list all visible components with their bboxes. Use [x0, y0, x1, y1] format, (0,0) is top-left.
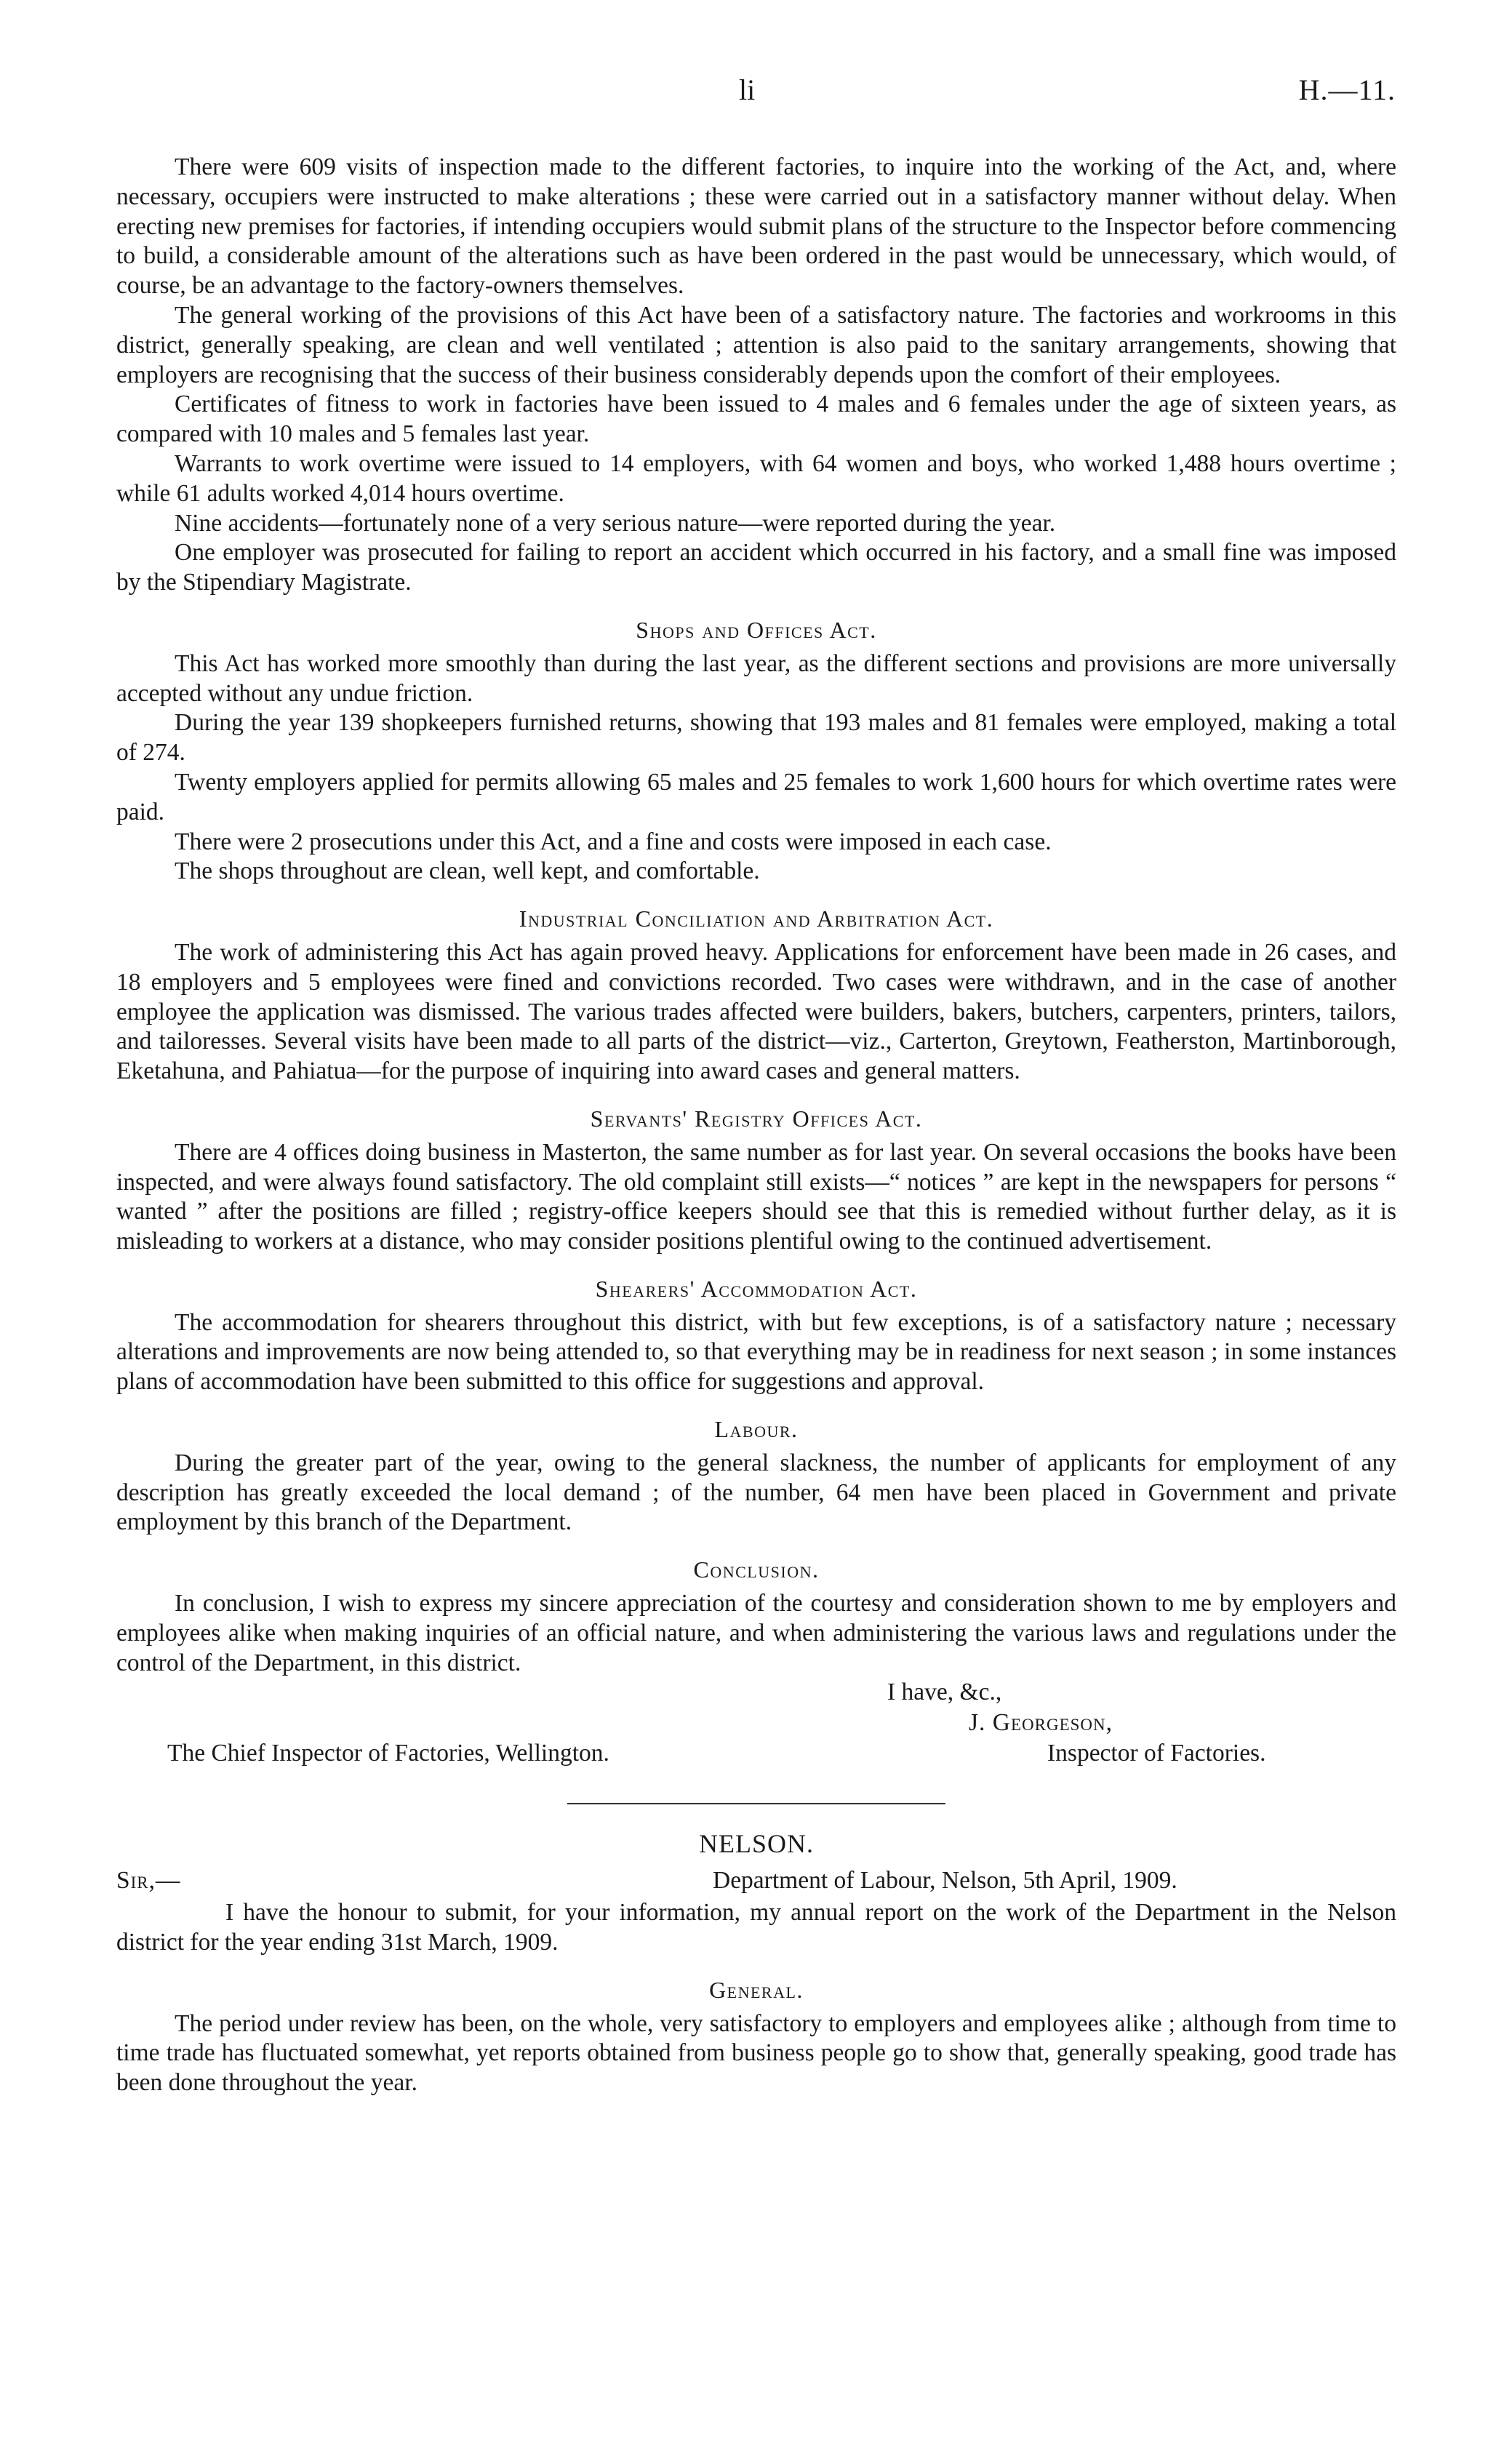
- paragraph: Certificates of fitness to work in factories have been issued to 4 males and 6 females under the age of sixteen years, as compared with 10 males and 5 females last year.: [116, 391, 1396, 448]
- shearers-section: [116, 1274, 1396, 1397]
- paragraph: The shops throughout are clean, well kept, and comfortable.: [175, 857, 760, 885]
- section-heading: Labour.: [714, 1416, 799, 1443]
- paragraph: There were 609 visits of inspection made to the different factories, to inquire into the working of the Act, and, where necessary, occupiers were instructed to make alterations ; these were carried out in a satisfactory manner without delay. When erecting new premises for factories, if intending occupiers would submit plans of the structure to the Inspector before commencing to build, a considerable amount of the alterations such as have been ordered in the past would be unnecessary, which would, of course, be an advantage to the factory-owners themselves.: [116, 153, 1396, 300]
- dateline: Department of Labour, Nelson, 5th April, 1909.: [713, 1867, 1177, 1895]
- paragraph: There were 2 prosecutions under this Act, and a fine and costs were imposed in each case.: [175, 828, 1052, 855]
- salutation-row: [116, 1866, 1396, 1898]
- paragraph: This Act has worked more smoothly than during the last year, as the different sections and provisions are more universally accepted without any undue friction.: [116, 649, 1396, 707]
- recipient-line: The Chief Inspector of Factories, Wellington.: [167, 1740, 609, 1767]
- paragraph: The accommodation for shearers throughout this district, with but few exceptions, is of a satisfactory nature ; necessary alterations and improvements are now being attended to, so that everything may be in readiness for next season ; in some instances plans of accommodation have been submitted to this office for suggestions and approval.: [116, 1308, 1396, 1396]
- paragraph: Nine accidents—fortunately none of a very serious nature—were reported during the year.: [175, 509, 1056, 537]
- shops-section: [116, 615, 1396, 887]
- report-body: [116, 153, 1396, 2098]
- page-number: li: [739, 73, 756, 106]
- paragraph: I have the honour to submit, for your information, my annual report on the work of the Department in the Nelson district for the year ending 31st March, 1909.: [116, 1899, 1396, 1956]
- section-heading: Shearers' Accommodation Act.: [595, 1275, 918, 1302]
- paragraph: During the greater part of the year, owing to the general slackness, the number of applicants for employment of any description has greatly exceeded the local demand ; of the number, 64 men have been placed in Government and private employment by this branch of the Department.: [116, 1449, 1396, 1536]
- section-divider: [567, 1803, 945, 1804]
- signatory-title: Inspector of Factories.: [1047, 1740, 1266, 1767]
- section-heading: Servants' Registry Offices Act.: [590, 1105, 923, 1132]
- factories-section: [116, 153, 1396, 598]
- paragraph: The period under review has been, on the whole, very satisfactory to employers and employees alike ; although from time to time trade has fluctuated somewhat, yet reports obtained from business people go to show that, generally speaking, good trade has been done throughout the year.: [116, 2009, 1396, 2097]
- district-title: NELSON.: [699, 1829, 814, 1859]
- paragraph: Twenty employers applied for permits allowing 65 males and 25 females to work 1,600 hours for which overtime rates were paid.: [116, 768, 1396, 825]
- labour-section: [116, 1415, 1396, 1537]
- arbitration-section: [116, 904, 1396, 1087]
- signatory-name: J. Georgeson,: [969, 1709, 1113, 1737]
- paragraph: The general working of the provisions of this Act have been of a satisfactory nature. The factories and workrooms in this district, generally speaking, are clean and well ventilated ; attention is also paid to the sanitary arrangements, showing that employers are recognising that the success of their business considerably depends upon the comfort of their employees.: [116, 301, 1396, 388]
- registry-section: [116, 1104, 1396, 1257]
- salutation: Sir,—: [116, 1867, 181, 1895]
- signature-block: [116, 1678, 1396, 1772]
- section-heading: Shops and Offices Act.: [636, 616, 877, 643]
- paragraph: One employer was prosecuted for failing to report an accident which occurred in his factory, and a small fine was imposed by the Stipendiary Magistrate.: [116, 539, 1396, 596]
- section-heading: Conclusion.: [693, 1556, 820, 1583]
- closing-line: I have, &c.,: [887, 1679, 1002, 1706]
- paragraph: During the year 139 shopkeepers furnished returns, showing that 193 males and 81 females were employed, making a total of 274.: [116, 709, 1396, 767]
- nelson-section: [116, 1829, 1396, 2098]
- paragraph: The work of administering this Act has again proved heavy. Applications for enforcement have been made in 26 cases, and 18 employers and 5 employees were fined and convictions recorded. Two cases were withdrawn, and in the case of another employee the application was dismissed. The various trades affected were builders, bakers, butchers, carpenters, printers, tailors, and tailoresses. Several visits have been made to all parts of the district—viz., Carterton, Greytown, Featherston, Martinborough, Eketahuna, and Pahiatua—for the purpose of inquiring into award cases and general matters.: [116, 938, 1396, 1085]
- section-heading: General.: [709, 1976, 804, 2003]
- series-code: H.—11.: [1298, 73, 1396, 106]
- section-heading: Industrial Conciliation and Arbitration Act.: [519, 905, 994, 932]
- paragraph: In conclusion, I wish to express my sincere appreciation of the courtesy and consideration shown to me by employers and employees alike when making inquiries of an official nature, and when administering the various laws and regulations under the control of the Department, in this district.: [116, 1590, 1396, 1676]
- conclusion-section: [116, 1555, 1396, 1678]
- paragraph: There are 4 offices doing business in Masterton, the same number as for last year. On several occasions the books have been inspected, and were always found satisfactory. The old complaint still exists—“ notices ” are kept in the newspapers for persons “ wanted ” after the positions are filled ; registry-office keepers should see that this is remedied without further delay, as it is misleading to workers at a distance, who may consider positions plentiful owing to the continued advertisement.: [116, 1138, 1396, 1255]
- page-header: [0, 73, 1512, 113]
- paragraph: Warrants to work overtime were issued to 14 employers, with 64 women and boys, who worked 1,488 hours overtime ; while 61 adults worked 4,014 hours overtime.: [116, 449, 1396, 507]
